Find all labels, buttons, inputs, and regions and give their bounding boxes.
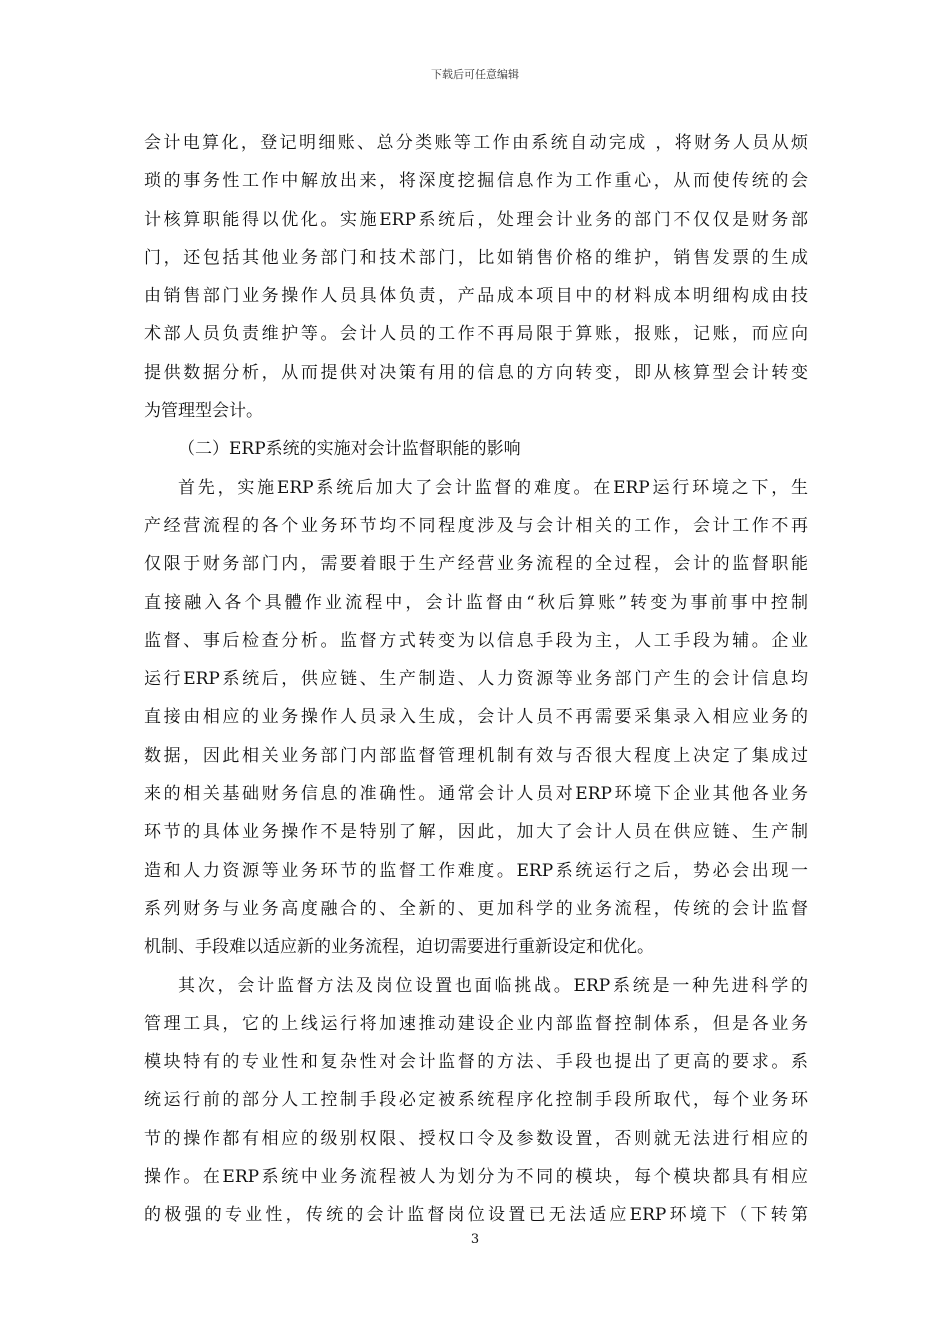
text-line: 直接由相应的业务操作人员录入生成，会计人员不再需要采集录入相应业务的: [144, 707, 808, 728]
text-line: 会计电算化，登记明细账、总分类账等工作由系统自动完成 ，将财务人员从烦: [144, 133, 808, 153]
body-text: [144, 124, 808, 1235]
text-line: 为管理型会计。: [144, 401, 263, 422]
text-line: 其次，会计监督方法及岗位设置也面临挑战。ERP系统是一种先进科学的: [178, 975, 808, 996]
text-line: 计核算职能得以优化。实施ERP系统后，处理会计业务的部门不仅仅是财务部: [144, 209, 808, 230]
text-line: 仅限于财务部门内，需要着眼于生产经营业务流程的全过程，会计的监督职能: [144, 554, 808, 575]
text-line: 节的操作都有相应的级别权限、授权口令及参数设置，否则就无法进行相应的: [144, 1128, 808, 1149]
section-heading: （二）ERP系统的实施对会计监督职能的影响: [178, 439, 521, 460]
text-line: 运行ERP系统后，供应链、生产制造、人力资源等业务部门产生的会计信息均: [144, 669, 808, 690]
page-header: 下载后可任意编辑: [431, 68, 519, 81]
text-line: 门，还包括其他业务部门和技术部门，比如销售价格的维护，销售发票的生成: [144, 247, 808, 268]
text-line: 环节的具体业务操作不是特别了解，因此，加大了会计人员在供应链、生产制: [144, 822, 808, 843]
text-line: 的极强的专业性，传统的会计监督岗位设置已无法适应ERP环境下（下转第: [144, 1205, 808, 1226]
text-line: 产经营流程的各个业务环节均不同程度涉及与会计相关的工作，会计工作不再: [144, 515, 808, 536]
text-line: 由销售部门业务操作人员具体负责，产品成本项目中的材料成本明细构成由技: [144, 286, 808, 307]
text-line: 统运行前的部分人工控制手段必定被系统程序化控制手段所取代，每个业务环: [144, 1090, 808, 1111]
text-line: 操作。在ERP系统中业务流程被人为划分为不同的模块，每个模块都具有相应: [144, 1167, 808, 1188]
text-line: 首先，实施ERP系统后加大了会计监督的难度。在ERP运行环境之下，生: [178, 477, 808, 498]
text-line: 数据，因此相关业务部门内部监督管理机制有效与否很大程度上决定了集成过: [144, 745, 808, 766]
text-line: 来的相关基础财务信息的准确性。通常会计人员对ERP环境下企业其他各业务: [144, 784, 808, 805]
text-line: 直接融入各个具體作业流程中，会计监督由“秋后算账”转变为事前事中控制: [144, 592, 808, 613]
text-line: 系列财务与业务高度融合的、全新的、更加科学的业务流程，传统的会计监督: [144, 898, 808, 919]
text-line: 机制、手段难以适应新的业务流程，迫切需要进行重新设定和优化。: [144, 937, 654, 958]
text-line: 提供数据分析，从而提供对决策有用的信息的方向转变，即从核算型会计转变: [144, 362, 808, 383]
text-line: 术部人员负责维护等。会计人员的工作不再局限于算账，报账，记账，而应向: [144, 324, 808, 345]
page-number: 3: [470, 1232, 480, 1247]
text-line: 造和人力资源等业务环节的监督工作难度。ERP系统运行之后，势必会出现一: [144, 860, 808, 881]
text-line: 管理工具，它的上线运行将加速推动建设企业内部监督控制体系，但是各业务: [144, 1013, 808, 1034]
text-line: 琐的事务性工作中解放出来，将深度挖掘信息作为工作重心，从而使传统的会: [144, 171, 808, 192]
text-line: 模块特有的专业性和复杂性对会计监督的方法、手段也提出了更高的要求。系: [144, 1052, 808, 1073]
text-line: 监督、事后检查分析。监督方式转变为以信息手段为主，人工手段为辅。企业: [144, 630, 808, 651]
